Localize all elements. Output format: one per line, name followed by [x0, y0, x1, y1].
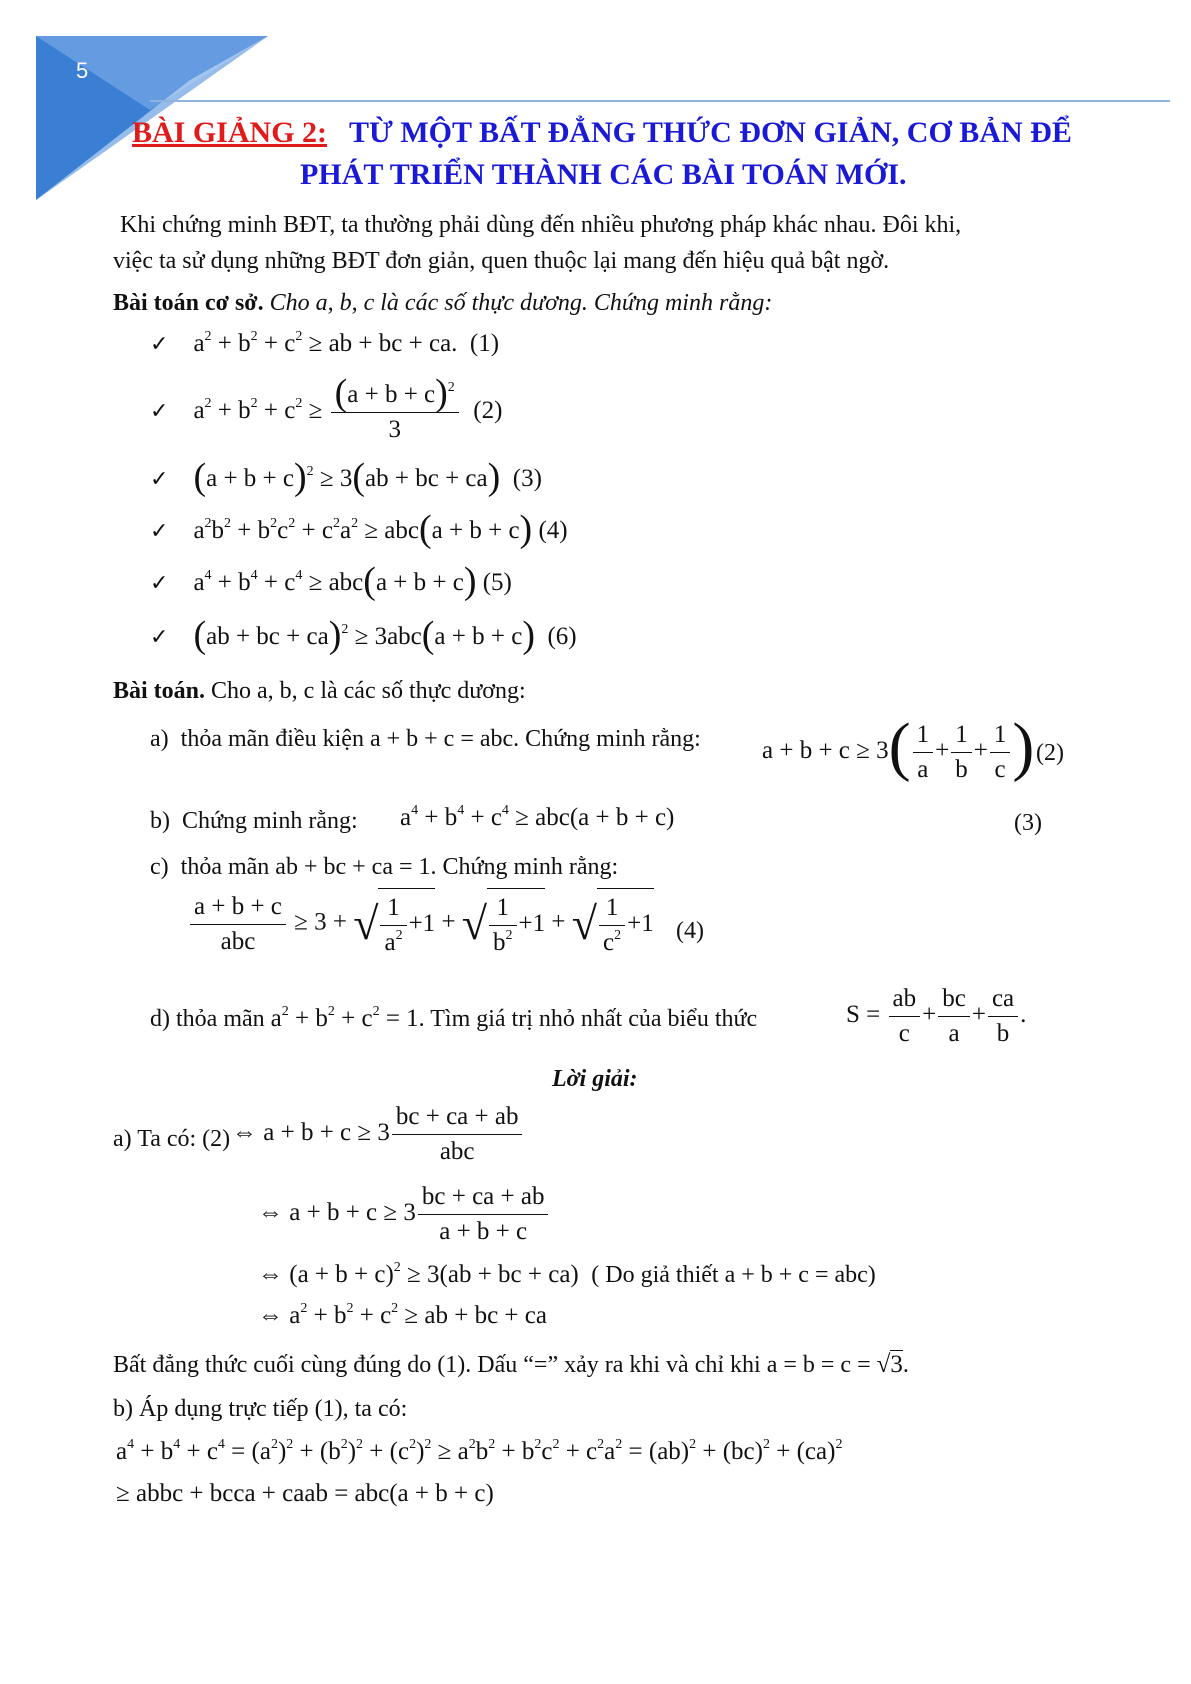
fraction: $\frac{bc + ca + ab}{a + b + c}$ — [418, 1180, 549, 1249]
inequality-1: ✓ $a^2 + b^2 + c^2$ ≥ ab + bc + ca. (1) — [150, 329, 500, 357]
base-problem-label: Bài toán cơ sở. — [113, 290, 264, 316]
sqrt: √ $\frac{1}{c^2}$ +1 — [572, 888, 654, 960]
problem-b — [150, 806, 358, 836]
problem-c-formula: $\frac{a + b + c}{\text{abc}}$ ≥ 3 + √ $\frac{1}{a^2}$ +1 + √ $\frac{1}{b^2}$ +1 + √ $\frac{1}{c^2}$ +1 — [188, 888, 654, 960]
problem-heading — [113, 676, 526, 706]
check-icon: ✓ — [150, 467, 169, 492]
problem-a-text: thỏa mãn điều kiện a + b + c = abc. Chứng minh rằng: — [180, 726, 701, 752]
fraction: $\frac{1}{a}$ — [913, 718, 934, 787]
check-icon: ✓ — [150, 399, 169, 425]
problem-a-formula: a + b + c ≥ 3( $\frac{1}{a}$ + $\frac{1}{b}$ + $\frac{1}{c}$ ) — [762, 718, 1034, 787]
problem-a-tag: (2) — [1036, 740, 1064, 766]
problem-d-formula: S = $\frac{ab}{c}$ + $\frac{bc}{a}$ + $\frac{ca}{b}$ . — [846, 982, 1026, 1051]
tag-2: (2) — [473, 397, 503, 425]
fraction: $\frac{a + b + c}{\text{abc}}$ — [190, 890, 286, 959]
conclusion-text: Bất đẳng thức cuối cùng đúng do (1). Dấu “=” xảy ra khi và chỉ khi a = b = c = — [113, 1352, 871, 1378]
tag-5: (5) — [482, 569, 512, 596]
inequality-6: ✓ (ab + bc + ca)$^2$ ≥ 3abc(a + b + c) (6) — [150, 614, 577, 656]
base-problem-heading — [113, 288, 772, 318]
solution-a-step3: ⇔ $(a + b + c)^2 \ge 3(ab$ + bc + ca) ( Do giả thiết a + b + c = abc) — [258, 1260, 876, 1288]
solution-b-line2: ≥ abbc + bcca + caab = abc(a + b + c) — [116, 1480, 494, 1507]
check-icon: ✓ — [150, 332, 169, 357]
tag-6: (6) — [547, 623, 577, 650]
lesson-title-text1: TỪ MỘT BẤT ĐẲNG THỨC ĐƠN GIẢN, CƠ BẢN ĐỂ — [348, 116, 1072, 149]
tag-1: (1) — [469, 330, 500, 357]
intro-line2: việc ta sử dụng những BĐT đơn giản, quen thuộc lại mang đến hiệu quả bật ngờ. — [113, 248, 890, 274]
problem-c-tag: (4) — [676, 918, 704, 944]
inequality-5: ✓ $a^4 + b^4 + c^4 \ge abc(a + b + c)$ (5) — [150, 560, 512, 602]
page-number: 5 — [76, 58, 89, 83]
item-marker: c) — [150, 854, 169, 880]
solution-b-intro: b) Áp dụng trực tiếp (1), ta có: — [113, 1396, 408, 1422]
item-marker: a) — [150, 726, 169, 752]
fraction: $\frac{(a + b + c)^2}{3}$ — [331, 378, 459, 447]
fraction: $\frac{ca}{b}$ — [988, 982, 1018, 1051]
problem-a — [150, 724, 701, 754]
intro-line1: Khi chứng minh BĐT, ta thường phải dùng đến nhiều phương pháp khác nhau. Đôi khi, — [120, 212, 962, 238]
problem-c-text: thỏa mãn ab + bc + ca = 1. Chứng minh rằng: — [180, 854, 619, 880]
lesson-title-line1 — [132, 116, 1072, 150]
solution-b-line1: $a^4 + b^4 + c^4 = (a^2)^2 + (b^2)^2 + (c^2)^2 \ge a^2b^2 + b^2c^2 + c^2a^2 = (ab)^2 + (bc)^2 + (ca)^2$ — [116, 1437, 843, 1465]
fraction: $\frac{1}{c}$ — [990, 718, 1011, 787]
problem-d-text1: thỏa mãn — [176, 1006, 265, 1032]
solution-a-note: ( Do giả thiết a + b + c = abc) — [591, 1262, 876, 1288]
inequality-3: ✓ $(a + b + c)^2 \ge 3(ab$ + bc + ca) (3) — [150, 456, 542, 498]
problem-d: d) thỏa mãn $a^2 + b^2 + c^2 = 1$. Tìm giá trị nhỏ nhất của biểu thức — [150, 1004, 758, 1032]
fraction: $\frac{ab}{c}$ — [889, 982, 921, 1051]
solution-a-step4: ⇔ $a^2 + b^2 + c^2$ ≥ ab + bc + ca — [258, 1301, 547, 1329]
fraction: $\frac{1}{b}$ — [951, 718, 972, 787]
solution-a-label: a) Ta có: (2) — [113, 1126, 231, 1152]
problem-b-text: Chứng minh rằng: — [182, 808, 358, 834]
problem-label: Bài toán. — [113, 678, 206, 704]
base-problem-text: Cho a, b, c là các số thực dương. Chứng minh rằng: — [269, 290, 773, 316]
s-label: S = — [846, 1001, 881, 1029]
lesson-title-line2: PHÁT TRIỂN THÀNH CÁC BÀI TOÁN MỚI. — [300, 158, 907, 191]
check-icon: ✓ — [150, 625, 169, 650]
solution-a-step2: ⇔ a + b + c ≥ 3 $\frac{bc + ca + ab}{a + b + c}$ — [258, 1180, 550, 1249]
inequality-4: ✓ $a^2b^2 + b^2c^2 + c^2a^2 \ge abc(a + b + c)$ (4) — [150, 508, 568, 550]
solution-conclusion: Bất đẳng thức cuối cùng đúng do (1). Dấu “=” xảy ra khi và chỉ khi a = b = c = √3. — [113, 1351, 909, 1378]
check-icon: ✓ — [150, 519, 169, 544]
problem-b-formula: $a^4 + b^4 + c^4 \ge abc(a + b + c)$ — [400, 803, 675, 831]
tag-4: (4) — [538, 517, 568, 544]
lesson-label: BÀI GIẢNG 2: — [132, 116, 328, 149]
item-marker: b) — [150, 808, 170, 834]
sqrt: √ $\frac{1}{b^2}$ +1 — [462, 888, 545, 960]
solution-heading: Lời giải: — [552, 1066, 638, 1092]
check-icon: ✓ — [150, 571, 169, 596]
header-rule — [150, 100, 1170, 102]
tag-3: (3) — [512, 465, 542, 492]
problem-b-tag: (3) — [1014, 810, 1042, 836]
problem-text: Cho a, b, c là các số thực dương: — [211, 678, 526, 704]
fraction: $\frac{bc + ca + ab}{\text{abc}}$ — [392, 1100, 523, 1169]
solution-a-intro — [113, 1124, 230, 1154]
inequality-2: ✓ $a^2 + b^2 + c^2$ ≥ $\frac{(a + b + c)^2}{3}$ (2) — [150, 378, 502, 447]
problem-d-text2: . Tìm giá trị nhỏ nhất của biểu thức — [418, 1006, 758, 1032]
sqrt: √ $\frac{1}{a^2}$ +1 — [353, 888, 435, 960]
corner-decoration — [0, 0, 300, 210]
solution-a-step1: ⇔ a + b + c ≥ 3 $\frac{bc + ca + ab}{\text{abc}}$ — [232, 1100, 524, 1169]
fraction: $\frac{bc}{a}$ — [938, 982, 970, 1051]
item-marker: d) — [150, 1006, 170, 1032]
problem-c — [150, 852, 618, 882]
